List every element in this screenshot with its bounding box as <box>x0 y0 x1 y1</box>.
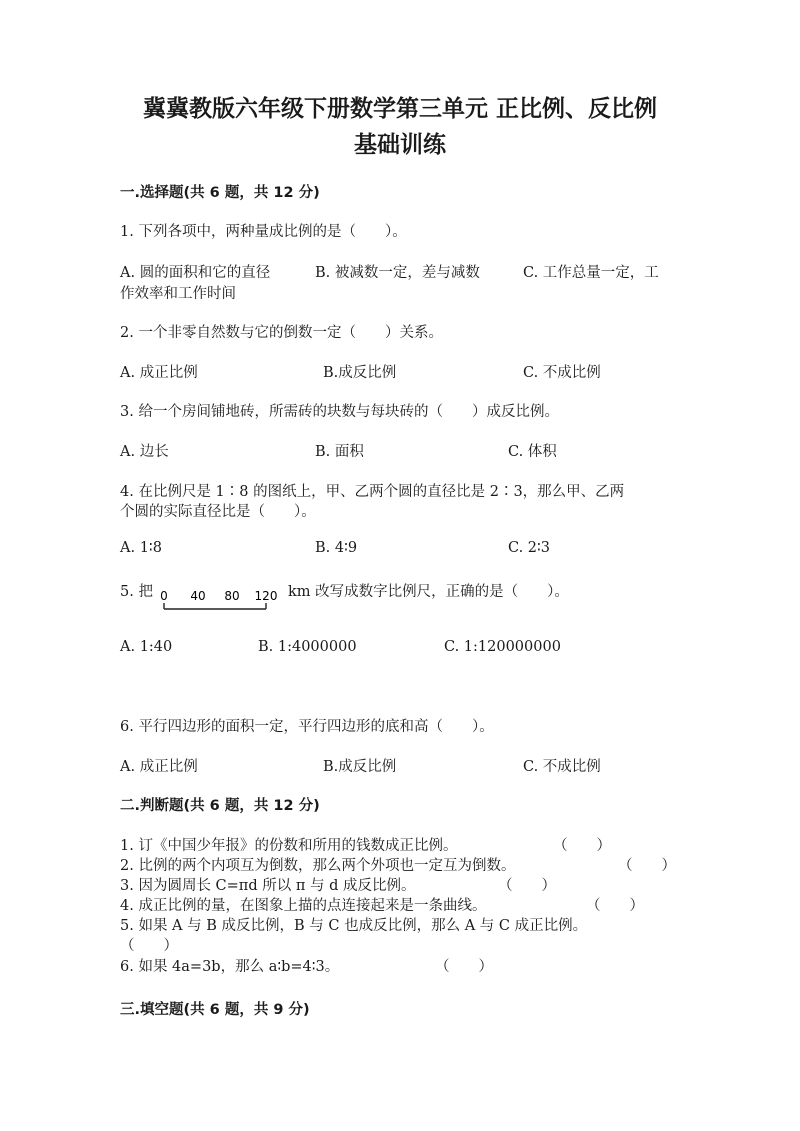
scale-bar-figure <box>160 586 285 614</box>
question-5-option-b: B. 1:4000000 <box>258 639 357 655</box>
judgement-6-paren: （ ） <box>435 959 493 975</box>
question-4-continuation: 个圆的实际直径比是（ ）。 <box>120 504 316 520</box>
judgement-1-text: 1. 订《中国少年报》的份数和所用的钱数成正比例。 <box>120 838 458 854</box>
scale-label-120: 120 <box>254 589 278 603</box>
question-5-option-c: C. 1:120000000 <box>444 639 561 655</box>
question-5-option-a: A. 1:40 <box>120 639 173 655</box>
question-1-option-c-continuation: 作效率和工作时间 <box>120 286 236 302</box>
section-heading-choice: 一.选择题(共 6 题，共 12 分) <box>120 185 320 201</box>
question-4-option-c: C. 2∶3 <box>508 540 551 556</box>
question-1-option-a: A. 圆的面积和它的直径 <box>120 265 271 281</box>
judgement-4-paren: （ ） <box>586 898 644 914</box>
scale-label-80: 80 <box>224 589 240 603</box>
judgement-2-text: 2. 比例的两个内项互为倒数，那么两个外项也一定互为倒数。 <box>120 858 516 874</box>
question-5-stem-prefix: 5. 把 <box>120 584 153 600</box>
question-3-option-b: B. 面积 <box>315 444 364 460</box>
question-6-stem: 6. 平行四边形的面积一定，平行四边形的底和高（ ）。 <box>120 719 494 735</box>
question-2-option-c: C. 不成比例 <box>523 365 601 381</box>
question-6-option-b: B.成反比例 <box>323 759 397 775</box>
question-5-stem-suffix: km 改写成数字比例尺，正确的是（ ）。 <box>288 584 569 600</box>
page-title-line2: 基础训练 <box>354 132 446 158</box>
question-2-option-b: B.成反比例 <box>323 365 397 381</box>
question-4-stem: 4. 在比例尺是 1∶8 的图纸上，甲、乙两个圆的直径比是 2∶3，那么甲、乙两 <box>120 484 625 500</box>
question-1-stem: 1. 下列各项中，两种量成比例的是（ ）。 <box>120 224 407 240</box>
scale-label-40: 40 <box>190 589 206 603</box>
judgement-6-text: 6. 如果 4a=3b，那么 a∶b=4∶3。 <box>120 959 340 975</box>
page-title-line1: 冀冀教版六年级下册数学第三单元 正比例、反比例 <box>142 96 657 122</box>
question-4-option-b: B. 4∶9 <box>315 540 358 556</box>
judgement-1-paren: （ ） <box>553 838 611 854</box>
question-3-stem: 3. 给一个房间铺地砖，所需砖的块数与每块砖的（ ）成反比例。 <box>120 404 559 420</box>
question-2-stem: 2. 一个非零自然数与它的倒数一定（ ）关系。 <box>120 325 443 341</box>
scale-label-0: 0 <box>160 589 168 603</box>
question-4-option-a: A. 1∶8 <box>120 540 162 556</box>
judgement-5-paren: （ ） <box>120 938 178 954</box>
question-2-option-a: A. 成正比例 <box>120 365 198 381</box>
question-6-option-a: A. 成正比例 <box>120 759 198 775</box>
judgement-3-paren: （ ） <box>498 878 556 894</box>
question-3-option-c: C. 体积 <box>508 444 557 460</box>
judgement-4-text: 4. 成正比例的量，在图象上描的点连接起来是一条曲线。 <box>120 898 487 914</box>
section-heading-fill-blank: 三.填空题(共 6 题，共 9 分) <box>120 1002 310 1018</box>
section-heading-judgement: 二.判断题(共 6 题，共 12 分) <box>120 798 320 814</box>
judgement-3-text: 3. 因为圆周长 C=πd 所以 π 与 d 成反比例。 <box>120 878 416 894</box>
question-3-option-a: A. 边长 <box>120 444 169 460</box>
question-6-option-c: C. 不成比例 <box>523 759 601 775</box>
question-1-option-c: C. 工作总量一定，工 <box>523 265 659 281</box>
question-1-option-b: B. 被减数一定，差与减数 <box>315 265 480 281</box>
judgement-2-paren: （ ） <box>618 858 676 874</box>
judgement-5-text: 5. 如果 A 与 B 成反比例，B 与 C 也成反比例，那么 A 与 C 成正比例。 <box>120 918 588 934</box>
